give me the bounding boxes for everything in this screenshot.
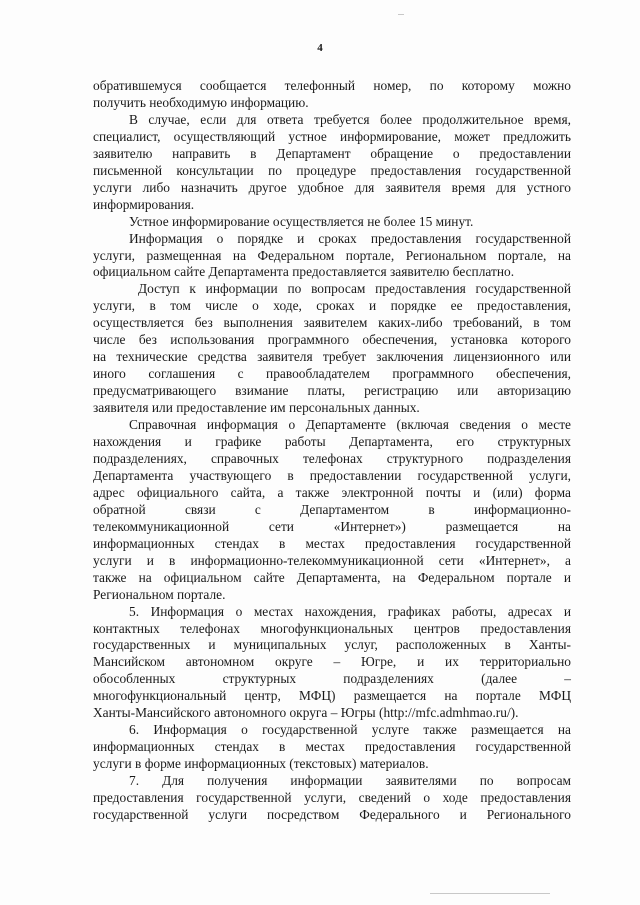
text-line: Доступ к информации по вопросам предоставления государственной [138,281,571,297]
text-line: информирования. [93,196,195,212]
text-line: многофункциональный центр, МФЦ) размещается на портале МФЦ [93,688,571,704]
text-line: услуги и в информационно-телекоммуникационной сети «Интернет», а [93,552,571,568]
text-line: информационных стендах в местах предоставления государственной [93,535,571,551]
text-line: осуществляется без выполнения заявителем каких-либо требований, в том [93,315,571,331]
text-line: телекоммуникационной сети «Интернет») размещается на [93,518,571,534]
text-line: Мансийском автономном округе – Югре, и их территориально [93,654,571,670]
text-line: 7. Для получения информации заявителями по вопросам [129,773,571,789]
text-line: заявителю направить в Департамент обращение о предоставлении [93,145,571,161]
text-line: услуги в форме информационных (текстовых) материалов. [93,756,429,772]
text-line: 6. Информация о государственной услуге также размещается на [129,722,571,738]
text-line: числе без использования программного обеспечения, установка которого [93,332,571,348]
text-line: также на официальном сайте Департамента, на Федеральном портале и [93,569,571,585]
text-line: заявителя или предоставление им персональных данных. [93,400,420,416]
scan-artifact [398,14,404,15]
text-line: обратившемуся сообщается телефонный номер, по которому можно [93,78,571,93]
text-line: письменной консультации по процедуре предоставления государственной [93,162,571,178]
document-body [93,78,571,824]
text-line: получить необходимую информацию. [93,94,309,110]
text-line: официальном сайте Департамента предоставляется заявителю бесплатно. [93,264,515,280]
text-line: государственной услуги посредством Федерального и Регионального [93,806,571,822]
text-line: Информация о порядке и сроках предоставления государственной [129,230,571,246]
text-line: Справочная информация о Департаменте (включая сведения о месте [129,417,571,433]
text-line: информационных стендах в местах предоставления государственной [93,739,571,755]
text-line: Региональном портале. [93,586,226,602]
text-line: предусматривающего взимание платы, регистрацию или авторизацию [93,383,571,399]
text-line: нахождения и графике работы Департамента, его структурных [93,434,571,450]
text-line: Ханты-Мансийского автономного округа – Югры (http://mfc.admhmao.ru/). [93,705,519,721]
text-line: адрес официального сайта, а также электронной почты и (или) форма [93,484,571,500]
text-line: иного соглашения с правообладателем программного обеспечения, [93,366,571,382]
text-line: услуги либо назначить другое удобное для заявителя время для устного [93,179,571,195]
text-line: обратной связи с Департаментом в информационно- [93,501,571,517]
text-line: Департамента участвующего в предоставлении государственной услуги, [93,467,571,483]
text-line: Устное информирование осуществляется не более 15 минут. [129,213,474,229]
text-line: 5. Информация о местах нахождения, графиках работы, адресах и [129,603,571,619]
text-line: подразделениях, справочных телефонах структурного подразделения [93,450,571,466]
text-line: контактных телефонах многофункциональных центров предоставления [93,620,571,636]
text-line: государственных и муниципальных услуг, расположенных в Ханты- [93,637,571,653]
text-line: В случае, если для ответа требуется более продолжительное время, [129,111,571,127]
text-line: на технические средства заявителя требует заключения лицензионного или [93,349,571,365]
text-line: обособленных структурных подразделениях (далее – [93,671,571,687]
text-line: предоставления государственной услуги, сведений о ходе предоставления [93,790,571,806]
text-line: услуги, в том числе о ходе, сроках и порядке ее предоставления, [93,298,571,314]
text-line: специалист, осуществляющий устное информирование, может предложить [93,128,571,144]
scan-artifact [430,893,550,894]
page-number: 4 [317,42,323,54]
text-line: услуги, размещенная на Федеральном портале, Региональном портале, на [93,247,571,263]
